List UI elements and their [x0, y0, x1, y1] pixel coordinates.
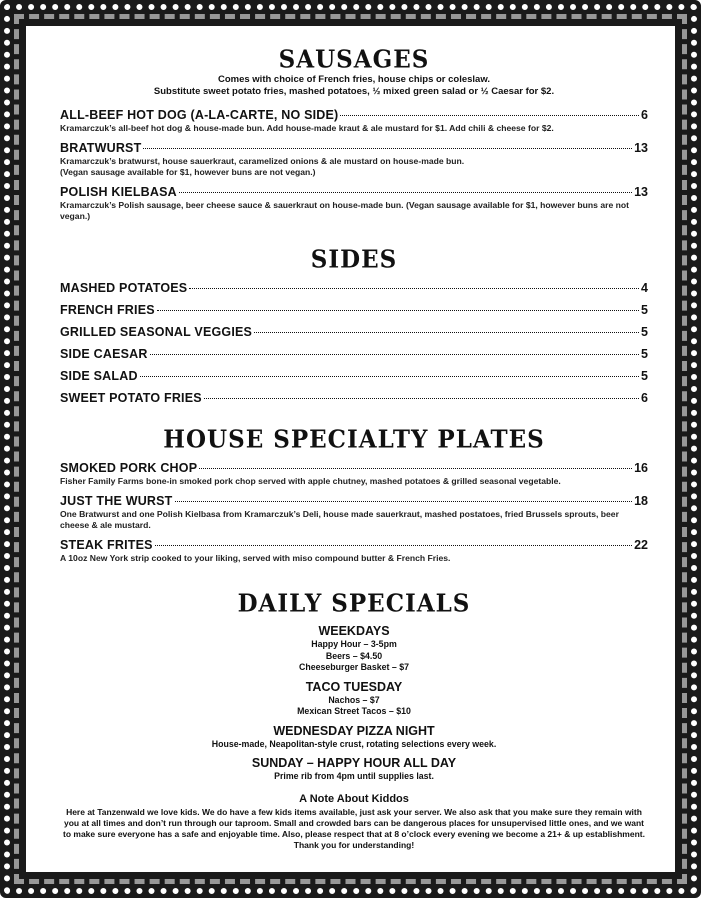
item-name: SIDE CAESAR	[60, 347, 148, 361]
item-description: Kramarczuk’s bratwurst, house sauerkraut, caramelized onions & ale mustard on house-made bun.	[60, 156, 465, 166]
special-line: Cheeseburger Basket – $7	[298, 662, 410, 672]
note-text: Here at Tanzenwald we love kids. We do have a few kids items available, just ask your server. We also ask that you make sure they remain with you at all times and don’t run through our taproom. Small and crowded bars can be dangerous places for unsupervised little ones, and we want to make sure everyone has a safe and enjoyable time. Also, please respect that at 8 o’clock every evening we become a 21+ & up establishment. Thank you for understanding!	[63, 806, 645, 851]
menu-item-steak-frites	[60, 537, 648, 564]
item-description: Fisher Family Farms bone-in smoked pork chop served with apple chutney, mashed potatoes & grilled seasonal vegetable.	[60, 476, 561, 486]
item-name: ALL-BEEF HOT DOG (A-LA-CARTE, NO SIDE)	[60, 108, 339, 122]
special-line: Prime rib from 4pm until supplies last.	[274, 771, 434, 781]
sausages-intro-1: Comes with choice of French fries, house chips or coleslaw.	[217, 74, 491, 85]
item-description: One Bratwurst and one Polish Kielbasa from Kramarczuk’s Deli, house made sauerkraut, mashed postatoes, fried Brussels sprouts, beer cheese & ale mustard.	[60, 509, 619, 530]
menu-content	[60, 46, 648, 851]
item-name: SIDE SALAD	[60, 369, 138, 383]
item-price: 6	[641, 391, 648, 405]
item-name: GRILLED SEASONAL VEGGIES	[60, 325, 253, 339]
item-price: 5	[641, 347, 648, 361]
menu-item-smoked-pork-chop	[60, 460, 648, 487]
dot-leader	[140, 376, 639, 377]
item-description: A 10oz New York strip cooked to your liking, served with miso compound butter & French Fries.	[60, 553, 451, 563]
special-weekdays	[60, 624, 648, 674]
item-price: 6	[641, 108, 648, 122]
item-description: Kramarczuk’s Polish sausage, beer cheese sauce & sauerkraut on house-made bun. (Vegan sausage available for $1, however buns are not vegan.)	[60, 200, 629, 221]
menu-item-polish-kielbasa	[60, 184, 648, 222]
special-line: Mexican Street Tacos – $10	[297, 706, 411, 716]
section-title-daily-specials: DAILY SPECIALS	[237, 589, 471, 618]
side-item	[60, 390, 648, 406]
item-price: 13	[634, 185, 648, 199]
item-price: 16	[634, 461, 648, 475]
item-name: SWEET POTATO FRIES	[60, 391, 202, 405]
item-name: SMOKED PORK CHOP	[60, 461, 198, 475]
special-line: House-made, Neapolitan-style crust, rotating selections every week.	[211, 738, 497, 749]
special-line: Nachos – $7	[328, 694, 380, 705]
menu-item-hot-dog	[60, 107, 648, 134]
dot-leader	[150, 354, 639, 355]
item-description-note: (Vegan sausage available for $1, however buns are not vegan.)	[60, 167, 316, 177]
menu-item-bratwurst	[60, 140, 648, 178]
side-item	[60, 368, 648, 384]
item-price: 22	[634, 538, 648, 552]
dot-leader	[157, 310, 639, 311]
section-title-sides: SIDES	[310, 245, 398, 274]
special-pizza-night	[60, 724, 648, 751]
dot-leader	[155, 545, 632, 546]
item-name: MASHED POTATOES	[60, 281, 188, 295]
special-line: Happy Hour – 3-5pm	[311, 639, 397, 649]
item-price: 18	[634, 494, 648, 508]
special-title: TACO TUESDAY	[305, 679, 403, 694]
dot-leader	[189, 288, 639, 289]
item-price: 5	[641, 325, 648, 339]
sausages-intro-2: Substitute sweet potato fries, mashed potatoes, ½ mixed green salad or ½ Caesar for $2.	[153, 86, 555, 97]
item-price: 13	[634, 141, 648, 155]
section-title-plates: HOUSE SPECIALTY PLATES	[163, 425, 545, 454]
special-sunday	[60, 756, 648, 783]
item-name: POLISH KIELBASA	[60, 185, 177, 199]
item-price: 5	[641, 303, 648, 317]
item-price: 4	[641, 281, 648, 295]
dot-leader	[204, 398, 639, 399]
dot-leader	[179, 192, 632, 193]
special-line: Beers – $4.50	[325, 650, 383, 661]
item-description: Kramarczuk’s all-beef hot dog & house-made bun. Add house-made kraut & ale mustard for $1. Add chili & cheese for $2.	[60, 123, 554, 133]
dot-leader	[199, 468, 632, 469]
side-item	[60, 346, 648, 362]
special-title: SUNDAY – HAPPY HOUR ALL DAY	[251, 756, 457, 770]
item-name: BRATWURST	[60, 141, 142, 155]
special-title: WEDNESDAY PIZZA NIGHT	[273, 723, 435, 738]
dot-leader	[143, 148, 632, 149]
item-name: STEAK FRITES	[60, 538, 153, 552]
sides-list	[60, 280, 648, 406]
item-name: JUST THE WURST	[60, 494, 173, 508]
special-taco-tuesday	[60, 680, 648, 718]
dot-leader	[175, 501, 633, 502]
item-name: FRENCH FRIES	[60, 303, 155, 317]
side-item	[60, 302, 648, 318]
side-item	[60, 324, 648, 340]
note-title: A Note About Kiddos	[299, 792, 409, 805]
menu-item-just-the-wurst	[60, 493, 648, 531]
dot-leader	[340, 115, 639, 116]
item-price: 5	[641, 369, 648, 383]
section-title-sausages: SAUSAGES	[278, 45, 430, 74]
special-title: WEEKDAYS	[318, 624, 390, 638]
dot-leader	[254, 332, 639, 333]
side-item	[60, 280, 648, 296]
